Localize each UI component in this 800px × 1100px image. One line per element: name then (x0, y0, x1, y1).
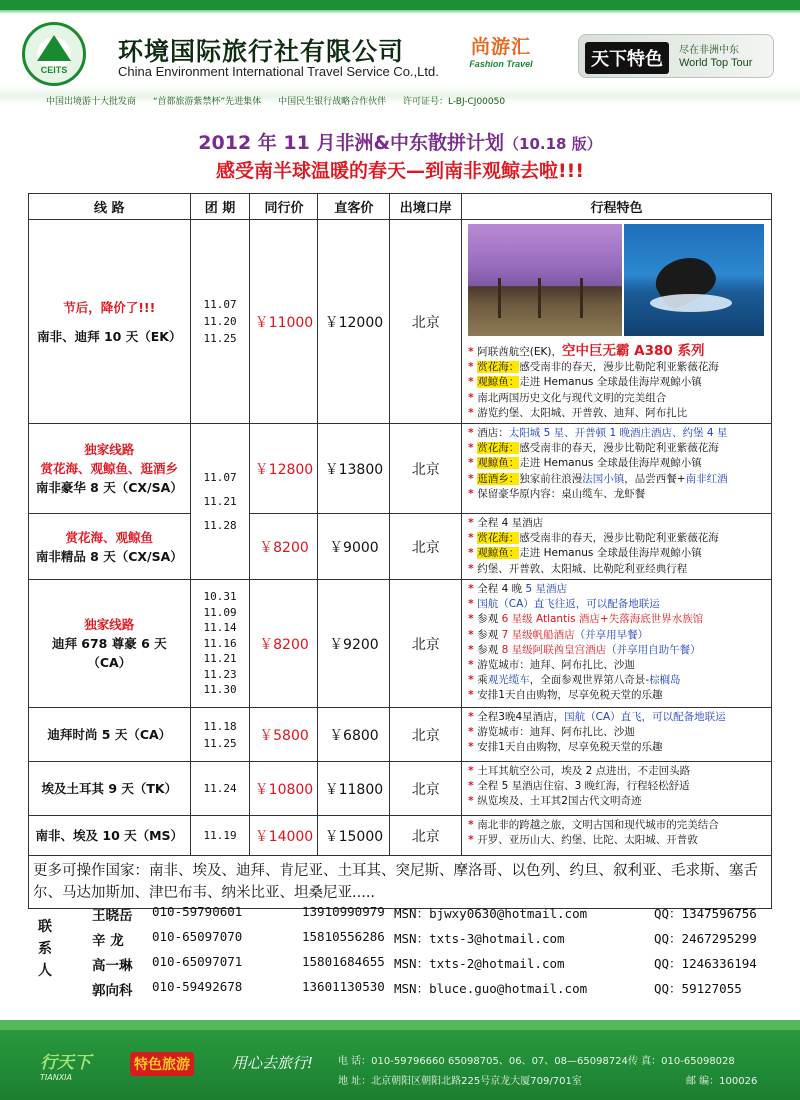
direct-price: ￥9200 (318, 580, 390, 708)
feature-text: 走进 Hemanus 全球最佳海岸观鲸小镇 (519, 376, 702, 389)
tour-date: 11.19 (203, 829, 237, 843)
feature-item (468, 546, 765, 561)
route-cell (29, 580, 191, 708)
contact-mobile: 13601130530 (302, 979, 385, 994)
feature-list (468, 516, 765, 577)
feature-item: * 全程 4 星酒店 (468, 516, 765, 531)
feature-list (468, 710, 765, 756)
feature-text: 感受南非的春天，漫步比勒陀利亚紫薇花海 (519, 442, 719, 455)
feature-highlight: 6 星级 Atlantis 酒店+失落海底世界水族馆 (501, 613, 704, 626)
feature-text: 感受南非的春天，漫步比勒陀利亚紫薇花海 (519, 532, 719, 545)
feature-label: 赏花海： (477, 361, 520, 374)
header (0, 0, 800, 118)
departure-port: 北京 (390, 762, 462, 816)
features-cell (462, 580, 772, 708)
license-number: 许可证号：L-BJ-CJ00050 (402, 97, 506, 107)
feature-item (468, 426, 765, 441)
feature-item (468, 441, 765, 456)
logo-text: CEITS (40, 65, 68, 75)
feature-label: 赏花海： (477, 532, 520, 545)
departure-port: 北京 (390, 816, 462, 856)
contacts-label (36, 916, 54, 982)
feature-item: * 保留豪华原内容：桌山缆车、龙虾餐 (468, 487, 765, 502)
contact-name: 辛 龙 (92, 933, 124, 949)
contact-phone: 010-65097070 (152, 929, 243, 944)
feature-label: 观鲸鱼： (477, 547, 520, 560)
route-name: 埃及土耳其 9 天（TK） (41, 781, 178, 797)
table-row (29, 514, 772, 580)
feature-highlight: 观光缆车 (487, 674, 530, 687)
feature-text: 全程 4 晚 (477, 583, 526, 596)
feature-text: 走进 Hemanus 全球最佳海岸观鲸小镇 (519, 457, 702, 470)
peer-price: ￥5800 (250, 708, 318, 762)
feature-text: 酒店： (477, 427, 509, 440)
footer-postcode: 邮 编：100026 (686, 1076, 758, 1087)
feature-text: 独家前往浪漫 (519, 472, 583, 485)
feature-item (468, 456, 765, 471)
direct-price: ￥13800 (318, 424, 390, 514)
special-travel-logo: 特色旅游 (130, 1052, 194, 1076)
feature-text: 全程3晚4星酒店， (477, 711, 565, 724)
feature-item (468, 375, 765, 390)
jacaranda-photo (468, 224, 622, 336)
direct-price: ￥6800 (318, 708, 390, 762)
dates-cell (190, 816, 250, 856)
feature-text: 参观 (477, 628, 502, 641)
header-peer-price: 同行价 (250, 194, 318, 220)
feature-item: * 游览城市：迪拜、阿布扎比、沙迦 (468, 658, 765, 673)
credential-item: “首都旅游紫禁杯”先进集体 (152, 97, 262, 107)
features-cell (462, 816, 772, 856)
table-header-row (29, 194, 772, 220)
title-main: 2012 年 11 月非洲&中东散拼计划 (198, 132, 505, 154)
direct-price: ￥9000 (318, 514, 390, 580)
feature-item: * 游览城市：迪拜、阿布扎比、沙迦 (468, 725, 765, 740)
route-name: 南非、迪拜 10 天（EK） (37, 328, 182, 344)
departure-port: 北京 (390, 514, 462, 580)
feature-item: * 游览约堡、太阳城、开普敦、迪拜、阿布扎比 (468, 406, 765, 421)
tour-date: 11.21 (203, 652, 237, 666)
route-name: 南非精品 8 天（CX/SA） (35, 548, 183, 564)
feature-highlight: 国航（CA）直飞，可以配备地联运 (564, 711, 726, 724)
features-cell (462, 424, 772, 514)
route-cell (29, 708, 191, 762)
fashion-travel-logo (462, 32, 540, 82)
peer-price: ￥8200 (250, 580, 318, 708)
direct-price: ￥12000 (318, 220, 390, 424)
feature-item: * 全程 5 星酒店住宿、3 晚红海，行程轻松舒适 (468, 779, 765, 794)
dates-cell (190, 424, 250, 580)
footer-address: 地 址：北京朝阳区朝阳北路225号京龙大厦709/701室 (338, 1076, 582, 1087)
tour-date: 11.16 (203, 636, 237, 650)
route-cell (29, 762, 191, 816)
tree-trunk (498, 278, 501, 318)
feature-item (468, 612, 765, 627)
feature-highlight: （并享用早餐） (574, 628, 649, 641)
feature-item: * 开罗、亚历山大、约堡、比陀、太阳城、开普敦 (468, 833, 765, 848)
feature-item (468, 710, 765, 725)
contact-qq: QQ：1347596756 (654, 906, 757, 921)
feature-item (468, 628, 765, 643)
feature-text: ，品尝西餐+ (624, 472, 686, 485)
tree-trunk (580, 278, 583, 318)
footer-phone: 电 话：010-59796660 65098705、06、07、08—65098724 (338, 1056, 628, 1067)
feature-item (468, 472, 765, 487)
ceits-logo (22, 22, 86, 86)
page-title (0, 128, 800, 155)
route-tag: 赏花海、观鲸鱼、逛酒乡 (40, 461, 179, 477)
tour-date: 11.25 (203, 332, 237, 345)
feature-list (468, 764, 765, 810)
footer-band (0, 1020, 800, 1030)
feature-highlight: 太阳城 5 星、开普顿 1 晚酒庄酒店、约堡 4 星 (508, 427, 728, 440)
tour-date: 11.30 (203, 683, 237, 697)
footer (0, 1020, 800, 1100)
features-cell (462, 220, 772, 424)
feature-label: 观鲸鱼： (477, 457, 520, 470)
departure-port: 北京 (390, 220, 462, 424)
features-cell (462, 762, 772, 816)
tree-trunk (538, 278, 541, 318)
tour-date: 10.31 (203, 590, 237, 604)
header-direct-price: 直客价 (318, 194, 390, 220)
feature-label: 赏花海： (477, 442, 520, 455)
feature-item (468, 531, 765, 546)
feature-text: 参观 (477, 613, 502, 626)
splash (650, 294, 732, 312)
page-subtitle: 感受南半球温暖的春天—到南非观鲸去啦!!! (216, 160, 584, 182)
route-cell (29, 424, 191, 514)
table-row (29, 220, 772, 424)
feature-item: * 安排1天自由购物，尽享免税天堂的乐趣 (468, 740, 765, 755)
feature-text: ，全面参观世界第八奇景- (529, 674, 650, 687)
feature-highlight: （并享用自助午餐） (606, 643, 701, 656)
route-name: 南非豪华 8 天（CX/SA） (35, 480, 183, 496)
feature-text: 乘 (477, 674, 488, 687)
departure-port: 北京 (390, 708, 462, 762)
tour-date: 11.21 (203, 494, 237, 508)
credential-item: 中国民生银行战略合作伙伴 (278, 97, 387, 107)
header-dates: 团 期 (190, 194, 250, 220)
footer-fax: 传 真：010-65098028 (628, 1056, 735, 1067)
tour-date: 11.24 (203, 782, 237, 796)
feature-label: 逛酒乡： (477, 472, 520, 485)
header-port: 出境口岸 (390, 194, 462, 220)
contact-phone: 010-59492678 (152, 979, 243, 994)
feature-highlight: 南非红酒 (685, 472, 728, 485)
company-name-cn: 环境国际旅行社有限公司 (118, 37, 405, 66)
route-tag: 独家线路 (84, 617, 135, 633)
route-tag: 节后，降价了!!! (63, 299, 156, 315)
features-cell (462, 708, 772, 762)
tour-date: 11.14 (203, 621, 237, 635)
world-top-tour-logo (578, 34, 774, 78)
tour-date: 11.23 (203, 667, 237, 681)
contact-mobile: 15810556286 (302, 929, 385, 944)
wtt-brand: 天下特色 (585, 42, 669, 74)
contact-mobile: 13910990979 (302, 904, 385, 919)
route-name: 南非、埃及 10 天（MS） (35, 828, 184, 844)
contact-qq: QQ：2467295299 (654, 931, 757, 946)
contact-mobile: 15801684655 (302, 954, 385, 969)
table-row (29, 424, 772, 514)
peer-price: ￥10800 (250, 762, 318, 816)
feature-highlight: 8 星级阿联酋皇宫酒店 (501, 643, 607, 656)
credential-item: 中国出境游十大批发商 (46, 97, 137, 107)
dates-cell (190, 220, 250, 424)
company-name-en: China Environment International Travel Service Co.,Ltd. (118, 64, 439, 79)
feature-highlight: 棕榈岛 (649, 674, 681, 687)
table-row (29, 762, 772, 816)
tianxia-logo (40, 1048, 91, 1082)
feature-item: * 安排1天自由购物，尽享免税天堂的乐趣 (468, 688, 765, 703)
contact-msn: MSN：bjwxy0630@hotmail.com (394, 906, 588, 921)
title-version: （10.18 版） (504, 135, 602, 153)
tour-date: 11.20 (203, 315, 237, 328)
table-row (29, 708, 772, 762)
route-airline: （CA） (87, 655, 132, 671)
contact-msn: MSN：txts-3@hotmail.com (394, 931, 565, 946)
tour-photos (468, 224, 765, 338)
tour-date: 11.09 (203, 605, 237, 619)
tour-date: 11.18 (203, 719, 237, 733)
label-char: 人 (38, 963, 52, 979)
feature-item (468, 344, 765, 360)
feature-highlight: 7 星级帆船酒店 (501, 628, 575, 641)
direct-price: ￥15000 (318, 816, 390, 856)
feature-highlight: 国航（CA）直飞往返， (477, 598, 587, 611)
dates-cell (190, 708, 250, 762)
feature-text: 感受南非的春天，漫步比勒陀利亚紫薇花海 (519, 361, 719, 374)
feature-list (468, 426, 765, 502)
label-char: 联 (38, 919, 52, 935)
contact-qq: QQ：1246336194 (654, 956, 757, 971)
feature-text: 阿联酋航空(EK)， (477, 346, 562, 358)
dates-cell (190, 762, 250, 816)
logo-subtext: TIANXIA (40, 1073, 73, 1082)
feature-item (468, 582, 765, 597)
tour-date: 11.25 (203, 736, 237, 750)
feature-item: * 约堡、开普敦、太阳城、比勒陀利亚经典行程 (468, 562, 765, 577)
feature-highlight: 5 星酒店 (525, 583, 567, 596)
route-name: 迪拜时尚 5 天（CA） (47, 727, 172, 743)
route-cell (29, 220, 191, 424)
features-cell (462, 514, 772, 580)
feature-item (468, 673, 765, 688)
feature-highlight: 空中巨无霸 A380 系列 (561, 343, 705, 359)
table-row (29, 580, 772, 708)
header-features: 行程特色 (462, 194, 772, 220)
tour-date: 11.07 (203, 470, 237, 484)
contact-phone: 010-59790601 (152, 904, 243, 919)
feature-item: * 土耳其航空公司，埃及 2 点进出，不走回头路 (468, 764, 765, 779)
contact-name: 王晓岳 (92, 908, 133, 924)
dates-cell (190, 580, 250, 708)
feature-item: * 南北非的跨越之旅，文明古国和现代城市的完美结合 (468, 818, 765, 833)
feature-item (468, 360, 765, 375)
contact-phone: 010-65097071 (152, 954, 243, 969)
feature-item (468, 643, 765, 658)
peer-price: ￥12800 (250, 424, 318, 514)
departure-port: 北京 (390, 580, 462, 708)
feature-highlight: 可以配备地联运 (586, 598, 660, 611)
feature-highlight: 法国小镇 (582, 472, 625, 485)
contact-name: 高一琳 (92, 958, 133, 974)
route-cell (29, 816, 191, 856)
slogan: 用心去旅行! (232, 1054, 314, 1072)
feature-list (468, 582, 765, 704)
peer-price: ￥14000 (250, 816, 318, 856)
tour-date: 11.07 (203, 298, 237, 311)
route-cell (29, 514, 191, 580)
feature-item: * 纵览埃及、土耳其2国古代文明奇迹 (468, 794, 765, 809)
tour-date: 11.28 (203, 518, 237, 532)
feature-label: 观鲸鱼： (477, 376, 520, 389)
feature-item (468, 597, 765, 612)
fashion-logo-en: Fashion Travel (469, 59, 533, 69)
wtt-slogan-en: World Top Tour (679, 57, 753, 69)
more-countries: 更多可操作国家：南非、埃及、迪拜、肯尼亚、土耳其、突尼斯、摩洛哥、以色列、约旦、叙利亚、毛求斯、塞舌尔、马达加斯加、津巴布韦、纳米比亚、坦桑尼亚..... (29, 856, 772, 909)
peer-price: ￥11000 (250, 220, 318, 424)
logo-text: 行天下 (40, 1053, 91, 1073)
whale-photo (624, 224, 764, 336)
contact-name: 郭向科 (92, 983, 133, 999)
feature-text: 参观 (477, 643, 502, 656)
mountain-icon (37, 35, 71, 61)
departure-port: 北京 (390, 424, 462, 514)
table-row (29, 816, 772, 856)
wtt-slogan-cn: 尽在非洲中东 (679, 45, 739, 56)
header-top-band (0, 0, 800, 10)
route-tag: 独家线路 (84, 442, 135, 458)
credentials-line (46, 94, 519, 107)
feature-text: 走进 Hemanus 全球最佳海岸观鲸小镇 (519, 547, 702, 560)
route-name: 迪拜 678 尊豪 6 天 (51, 636, 167, 652)
direct-price: ￥11800 (318, 762, 390, 816)
contact-msn: MSN：bluce.guo@hotmail.com (394, 981, 588, 996)
feature-list (468, 818, 765, 848)
contacts-section (28, 900, 772, 1000)
route-table (28, 193, 772, 909)
label-char: 系 (38, 941, 52, 957)
header-route: 线 路 (29, 194, 191, 220)
contact-msn: MSN：txts-2@hotmail.com (394, 956, 565, 971)
feature-item: * 南北两国历史文化与现代文明的完美组合 (468, 391, 765, 406)
peer-price: ￥8200 (250, 514, 318, 580)
fashion-logo-cn: 尚游汇 (470, 36, 531, 58)
feature-list (468, 344, 765, 421)
contact-qq: QQ：59127055 (654, 981, 742, 996)
route-tag: 赏花海、观鲸鱼 (65, 529, 154, 545)
